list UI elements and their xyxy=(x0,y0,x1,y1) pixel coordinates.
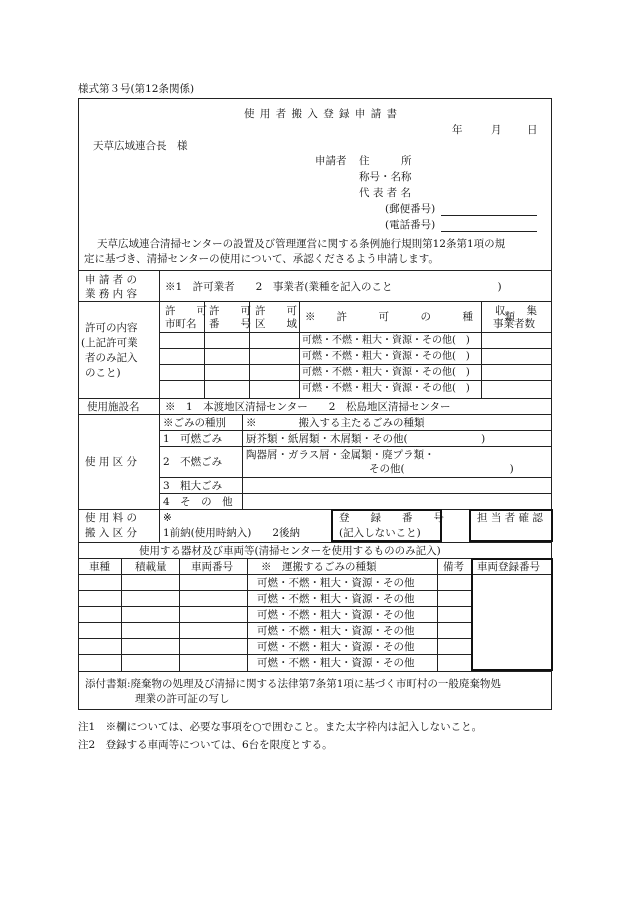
vehicle-waste-row: 可燃・不燃・粗大・資源・その他 xyxy=(257,609,415,621)
attachment-line1: 添付書類:廃棄物の処理及び清掃に関する法律第7条第1項に基づく市町村の一般廃棄物処 xyxy=(85,678,501,690)
staff-confirm-label: 担 当 者 確 認 xyxy=(477,512,543,524)
permit-type-row: 可燃・不燃・粗大・資源・その他( ) xyxy=(302,351,470,362)
applicant-label: 申請者 xyxy=(315,155,347,167)
facility-label: 使用施設名 xyxy=(87,401,140,413)
registration-number-label: 登 録 番 号 xyxy=(339,512,444,524)
usage-kind: 2 不燃ごみ xyxy=(163,456,223,468)
body-text-line2: 定に基づき、清掃センターの使用について、承認くださるよう申請します。 xyxy=(84,253,439,265)
postal-code-label: (郵便番号) xyxy=(385,203,436,215)
fee-label-line1: 使 用 料 の xyxy=(85,512,138,524)
business-label-line2: 業 務 内 容 xyxy=(85,288,138,300)
business-content: ※1 許可業者 2 事業者(業種を記入のこと ) xyxy=(165,281,502,293)
permit-type-row: 可燃・不燃・粗大・資源・その他( ) xyxy=(302,383,470,394)
permit-label-line4: のこと) xyxy=(85,367,121,379)
permit-col-area-line1: 許 可 xyxy=(255,305,297,317)
business-label-line1: 申 請 者 の xyxy=(85,274,138,286)
vehicles-caption: 使用する器材及び車両等(清掃センターを使用するもののみ記入) xyxy=(139,545,441,557)
addressee: 天草広域連合長 様 xyxy=(93,140,188,152)
application-form xyxy=(78,98,552,710)
facility-content: ※ 1 本渡地区清掃センター 2 松島地区清掃センター xyxy=(165,401,451,413)
permit-type-row: 可燃・不燃・粗大・資源・その他( ) xyxy=(302,335,470,346)
fee-mark: ※ xyxy=(163,512,172,524)
vehicle-waste-row: 可燃・不燃・粗大・資源・その他 xyxy=(257,641,415,653)
permit-col-collectors-line2: 事業者数 xyxy=(493,318,535,330)
note-1: 注1 ※欄については、必要な事項を○で囲むこと。また太字枠内は記入しないこと。 xyxy=(78,721,483,733)
permit-col-collectors-line1: 収 集 xyxy=(495,305,537,317)
vehicle-col-type: 車種 xyxy=(89,561,110,573)
applicant-address-label: 住 所 xyxy=(359,155,412,167)
permit-label-line1: 許可の内容 xyxy=(85,322,138,334)
usage-detail: 陶器屑・ガラス屑・金属類・廃プラ類・ xyxy=(246,449,435,461)
vehicle-col-number: 車両番号 xyxy=(191,561,233,573)
usage-kind: 3 粗大ごみ xyxy=(163,480,223,492)
permit-col-type: ※ 許 可 の 種 類 xyxy=(305,311,515,323)
usage-detail: 厨芥類・紙屑類・木屑類・その他( ) xyxy=(246,433,486,445)
usage-kind: 1 可燃ごみ xyxy=(163,433,223,445)
vehicle-col-registration: 車両登録番号 xyxy=(477,561,540,573)
applicant-name-label: 称号・名称 xyxy=(359,171,412,183)
usage-detail-other: その他( ) xyxy=(369,463,514,475)
attachment-line2: 理業の許可証の写し xyxy=(135,693,230,705)
fee-options: 1前納(使用時納入) 2後納 xyxy=(163,527,301,539)
permit-label-line2: (上記許可業 xyxy=(81,337,138,349)
date-month: 月 xyxy=(491,124,502,136)
note-2: 注2 登録する車両等については、6台を限度とする。 xyxy=(78,739,333,751)
date-day: 日 xyxy=(527,124,538,136)
date-year: 年 xyxy=(452,124,463,136)
form-title: 使 用 者 搬 入 登 録 申 請 書 xyxy=(244,108,399,120)
permit-col-number-line2: 番 号 xyxy=(209,318,251,330)
vehicle-col-remarks: 備考 xyxy=(443,561,464,573)
body-text-line1: 天草広域連合清掃センターの設置及び管理運営に関する条例施行規則第12条第1項の規 xyxy=(97,238,506,250)
usage-detail-header: ※ 搬入する主たるごみの種類 xyxy=(246,417,425,429)
permit-col-city-line2: 市町名 xyxy=(165,318,197,330)
vehicle-waste-row: 可燃・不燃・粗大・資源・その他 xyxy=(257,577,415,589)
applicant-rep-label: 代 表 者 名 xyxy=(359,187,412,199)
permit-col-city-line1: 許 可 xyxy=(165,305,207,317)
permit-col-number-line1: 許 可 xyxy=(209,305,251,317)
permit-label-line3: 者のみ記入 xyxy=(85,352,138,364)
vehicle-waste-row: 可燃・不燃・粗大・資源・その他 xyxy=(257,657,415,669)
phone-number-label: (電話番号) xyxy=(385,219,436,231)
form-number: 様式第３号(第12条関係) xyxy=(78,83,195,95)
vehicle-waste-row: 可燃・不燃・粗大・資源・その他 xyxy=(257,593,415,605)
usage-kind-header: ※ごみの種別 xyxy=(163,417,226,429)
permit-type-row: 可燃・不燃・粗大・資源・その他( ) xyxy=(302,367,470,378)
vehicle-col-load: 積載量 xyxy=(135,561,167,573)
usage-kind: 4 そ の 他 xyxy=(163,496,233,508)
registration-number-note: (記入しないこと) xyxy=(339,527,421,539)
vehicle-col-waste: ※ 運搬するごみの種類 xyxy=(261,561,377,573)
permit-col-area-line2: 区 域 xyxy=(255,318,297,330)
vehicle-waste-row: 可燃・不燃・粗大・資源・その他 xyxy=(257,625,415,637)
fee-label-line2: 搬 入 区 分 xyxy=(85,527,138,539)
usage-label: 使 用 区 分 xyxy=(85,456,138,468)
